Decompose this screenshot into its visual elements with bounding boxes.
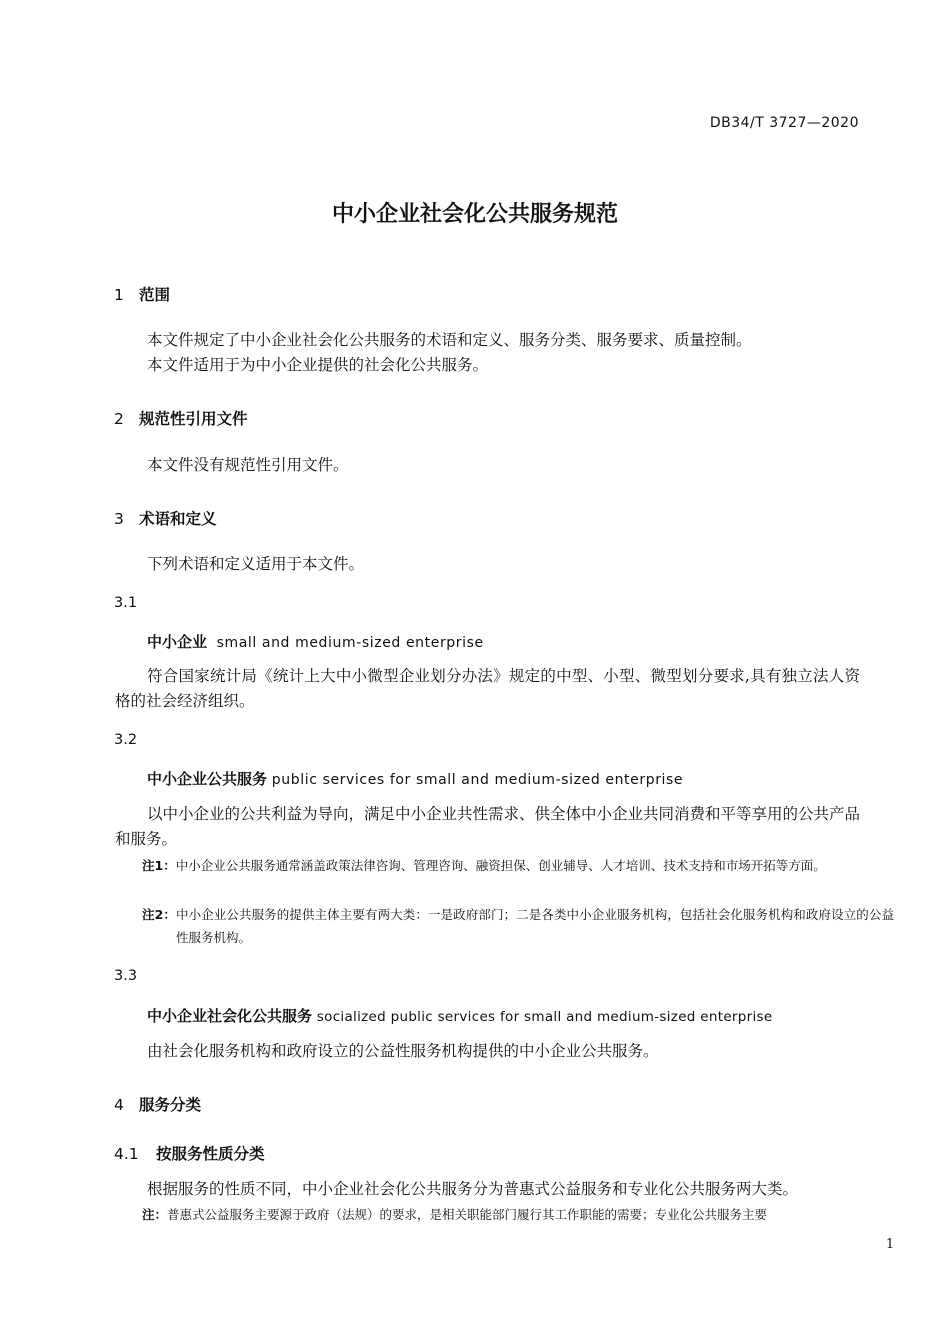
section-title: 范围 [139,286,171,304]
term-definition: 符合国家统计局《统计上大中小微型企业划分办法》规定的中型、小型、微型划分要求,具有独立法人资格的社会经济组织。 [115,667,860,710]
section-number: 2 [114,410,124,428]
subsection-title: 按服务性质分类 [156,1145,265,1163]
note [142,1203,894,1226]
section-title: 术语和定义 [139,510,217,528]
paragraph: 本文件规定了中小企业社会化公共服务的术语和定义、服务分类、服务要求、质量控制。 [147,331,752,349]
term-en: small and medium-sized enterprise [216,635,484,651]
page-number: 1 [885,1237,895,1252]
term-en: public services for small and medium-sized enterprise [271,772,684,788]
section-1-heading [114,283,170,305]
term-definition: 以中小企业的公共利益为导向，满足中小企业共性需求、供全体中小企业共同消费和平等享用的公共产品和服务。 [115,805,861,848]
section-2-heading [114,407,248,429]
term-zh: 中小企业公共服务 [147,770,268,788]
term-number: 3.3 [114,968,138,984]
standard-number: DB34/T 3727—2020 [709,115,859,131]
term-en: socialized public services for small and medium-sized enterprise [316,1009,773,1025]
note-tag: 注： [142,1207,168,1222]
section-number: 1 [114,286,124,304]
note-text: 中小企业公共服务的提供主体主要有两大类：一是政府部门；二是各类中小企业服务机构，包括社会化服务机构和政府设立的公益性服务机构。 [176,907,894,945]
section-3-heading [114,507,217,529]
note-text: 普惠式公益服务主要源于政府（法规）的要求，是相关职能部门履行其工作职能的需要；专业化公共服务主要 [167,1207,768,1222]
note [142,903,894,949]
paragraph: 本文件适用于为中小企业提供的社会化公共服务。 [147,356,489,374]
paragraph: 根据服务的性质不同，中小企业社会化公共服务分为普惠式公益服务和专业化公共服务两大类。 [147,1180,799,1198]
note-text: 中小企业公共服务通常涵盖政策法律咨询、管理咨询、融资担保、创业辅导、人才培训、技术支持和市场开拓等方面。 [175,858,826,873]
note-tag: 注2： [142,907,176,922]
term-heading [147,768,683,789]
subsection-number: 4.1 [114,1145,139,1163]
section-title: 规范性引用文件 [139,410,248,428]
term-number: 3.1 [114,595,138,611]
document-title: 中小企业社会化公共服务规范 [331,202,618,227]
note [142,854,894,877]
section-4-heading [114,1093,201,1115]
note-tag: 注1： [142,858,176,873]
section-number: 3 [114,510,124,528]
term-definition: 由社会化服务机构和政府设立的公益性服务机构提供的中小企业公共服务。 [147,1042,659,1060]
paragraph: 本文件没有规范性引用文件。 [147,456,349,474]
term-number: 3.2 [114,732,138,748]
section-title: 服务分类 [139,1096,202,1114]
term-zh: 中小企业社会化公共服务 [147,1007,313,1025]
subsection-4-1-heading [114,1142,265,1164]
term-zh: 中小企业 [147,633,208,651]
term-heading [147,631,484,652]
section-number: 4 [114,1096,124,1114]
paragraph: 下列术语和定义适用于本文件。 [147,555,365,573]
term-heading [147,1005,773,1026]
